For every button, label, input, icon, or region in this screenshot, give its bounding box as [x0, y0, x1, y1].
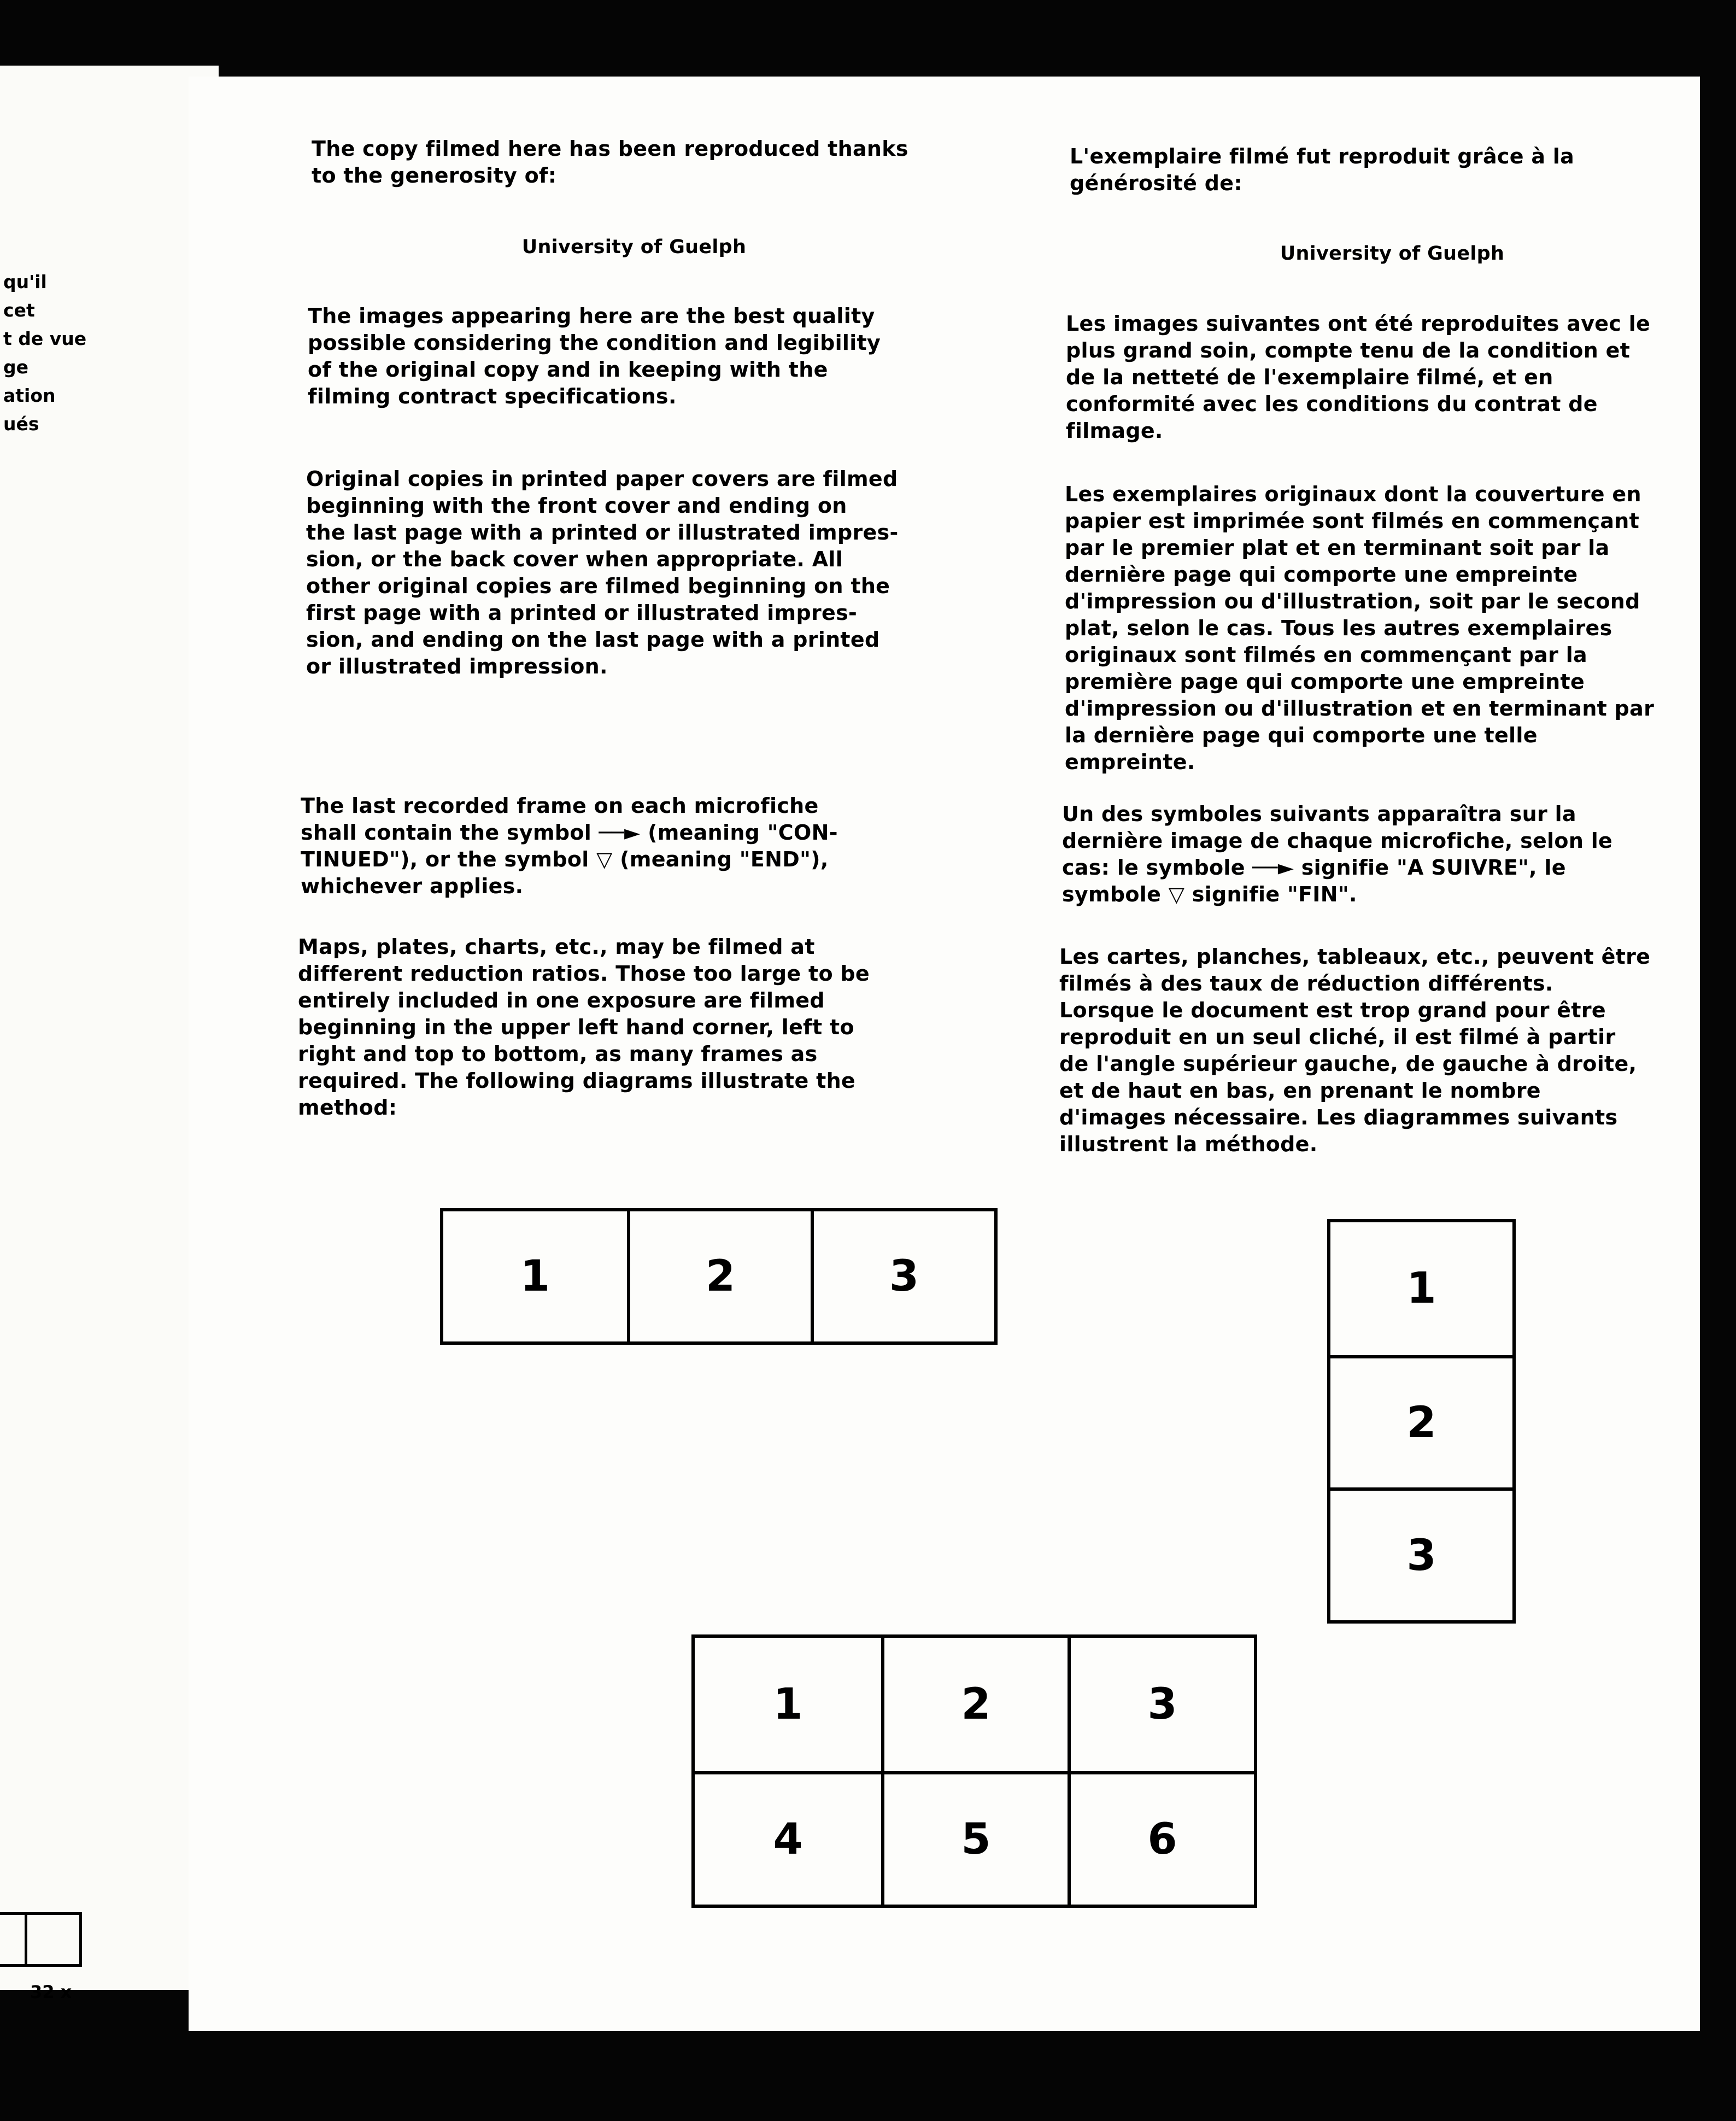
en-quality-paragraph: The images appearing here are the best quality possible considering the condition and legibility of the original copy and in keeping with the filming contract specifications.	[308, 304, 881, 408]
frame-cell: 4	[695, 1771, 881, 1905]
frame-cell: 3	[811, 1211, 994, 1341]
diagram-horizontal-frames	[440, 1208, 998, 1345]
frame-cell: 2	[627, 1211, 811, 1341]
frame-cell: 5	[881, 1771, 1068, 1905]
diagram-matrix-frames	[691, 1634, 1257, 1908]
frame-cell: 1	[1406, 1264, 1436, 1314]
frame-cell: 2	[1330, 1355, 1512, 1488]
en-symbols-paragraph: The last recorded frame on each microfiche shall contain the symbol ──► (meaning "CON- TINUED"), or the symbol ▽ (meaning "END"), whichever applies.	[301, 794, 838, 898]
frame-cell: 1	[520, 1252, 550, 1301]
fr-intro: L'exemplaire filmé fut reproduit grâce à la générosité de:	[1070, 144, 1575, 195]
fr-institution: University of Guelph	[1280, 243, 1505, 265]
en-maps-paragraph: Maps, plates, charts, etc., may be filmed at different reduction ratios. Those too large to be entirely included in one exposure are filmed beginning in the upper left hand corner, left to right and top to bottom, as many frames as required. The following diagrams illustrate the method:	[298, 935, 870, 1120]
fr-original-copies-paragraph: Les exemplaires originaux dont la couverture en papier est imprimée sont filmés en commençant par le premier plat et en terminant soit par la dernière page qui comporte une empreinte d'impression ou d'illustration, soit par le second plat, selon le cas. Tous les autres exemplaires originaux sont filmés en commençant par la première page qui comporte une empreinte d'impression ou d'illustration et en terminant par la dernière page qui comporte une telle empreinte.	[1065, 482, 1655, 774]
left-fragment: cet	[3, 300, 35, 321]
frame-cell: 1	[773, 1680, 803, 1729]
en-institution: University of Guelph	[521, 236, 747, 258]
frame-cell: 2	[881, 1638, 1068, 1771]
left-fragment: qu'il	[3, 271, 47, 292]
fr-quality-paragraph: Les images suivantes ont été reproduites avec le plus grand soin, compte tenu de la condition et de la netteté de l'exemplaire filmé, et en conformité avec les conditions du contrat de filmage.	[1066, 312, 1651, 443]
left-page-strip	[0, 66, 219, 2002]
left-page-boxes	[0, 1912, 82, 1967]
left-fragment: t de vue	[3, 328, 87, 349]
left-fragment: ge	[3, 356, 29, 378]
frame-cell: 3	[1068, 1638, 1254, 1771]
left-fragment: ués	[3, 413, 39, 435]
fr-maps-paragraph: Les cartes, planches, tableaux, etc., peuvent être filmés à des taux de réduction différents. Lorsque le document est trop grand pour être reproduit en un seul cliché, il est filmé à partir de l'angle supérieur gauche, de gauche à droite, et de haut en bas, en prenant le nombre d'images nécessaire. Les diagrammes suivants illustrent la méthode.	[1059, 945, 1651, 1156]
left-fragment: ation	[3, 385, 56, 406]
fr-symbols-paragraph: Un des symboles suivants apparaîtra sur la dernière image de chaque microfiche, selon le cas: le symbole ──► signifie "A SUIVRE", le symbole ▽ signifie "FIN".	[1062, 802, 1613, 906]
diagram-vertical-frames	[1327, 1219, 1516, 1624]
en-original-copies-paragraph: Original copies in printed paper covers are filmed beginning with the front cover and ending on the last page with a printed or illustrated impres- sion, or the back cover when appropriate. All other original copies are filmed beginning on the first page with a printed or illustrated impres- sion, and ending on the last page with a printed or illustrated impression.	[306, 467, 899, 678]
scale-mark: 32 x	[30, 1982, 72, 2002]
frame-cell: 3	[1330, 1487, 1512, 1620]
en-intro: The copy filmed here has been reproduced thanks to the generosity of:	[312, 137, 908, 188]
frame-cell: 6	[1068, 1771, 1254, 1905]
